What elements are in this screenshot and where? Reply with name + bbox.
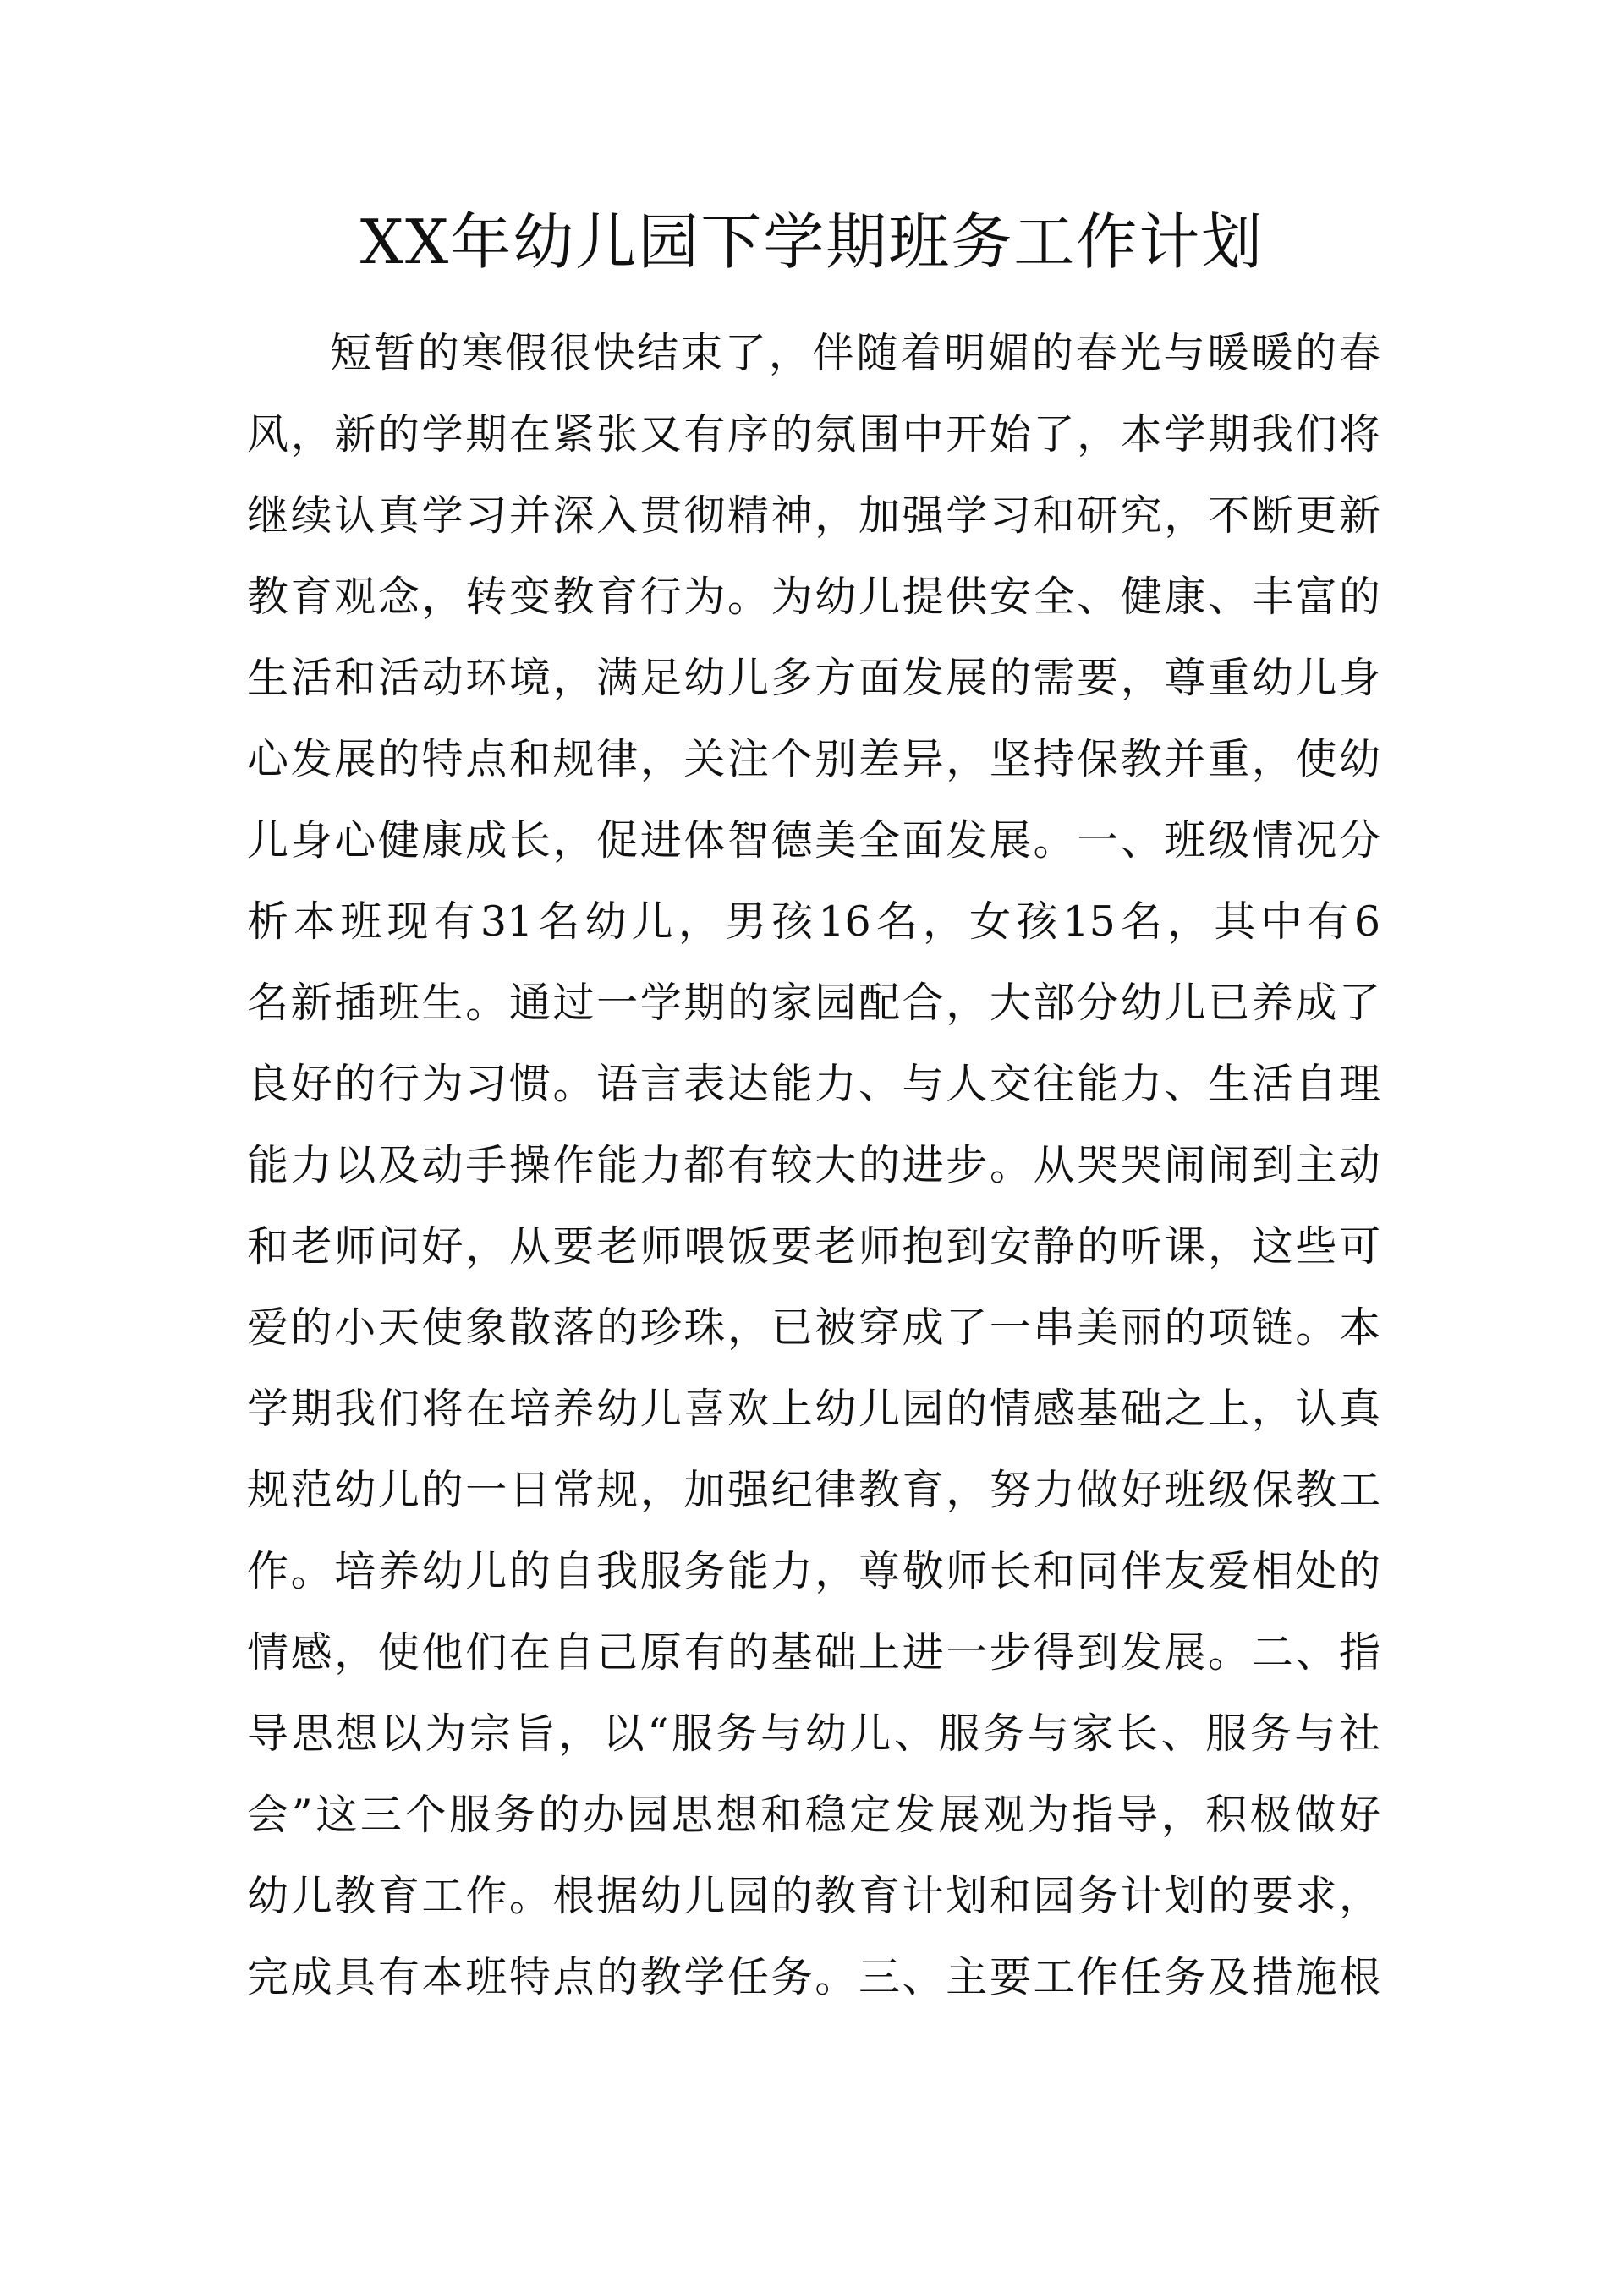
body-line: 生活和活动环境，满足幼儿多方面发展的需要，尊重幼儿身	[247, 654, 1380, 702]
body-line: 学期我们将在培养幼儿喜欢上幼儿园的情感基础之上，认真	[247, 1385, 1380, 1433]
body-line: 风，新的学期在紧张又有序的氛围中开始了，本学期我们将	[247, 410, 1380, 458]
body-line: 幼儿教育工作。根据幼儿园的教育计划和园务计划的要求，	[247, 1872, 1380, 1920]
body-line: 和老师问好，从要老师喂饭要老师抱到安静的听课，这些可	[247, 1222, 1380, 1270]
body-line: 情感，使他们在自己原有的基础上进一步得到发展。二、指	[247, 1628, 1380, 1677]
body-line: 会”这三个服务的办园思想和稳定发展观为指导，积极做好	[247, 1791, 1380, 1839]
document-body	[247, 313, 1380, 2018]
body-line: 作。培养幼儿的自我服务能力，尊敬师长和同伴友爱相处的	[247, 1547, 1380, 1595]
body-line: 心发展的特点和规律，关注个别差异，坚持保教并重，使幼	[247, 735, 1380, 783]
body-line: 短暂的寒假很快结束了，伴随着明媚的春光与暖暖的春	[330, 329, 1380, 377]
body-line: 继续认真学习并深入贯彻精神，加强学习和研究，不断更新	[247, 491, 1380, 540]
body-line: 规范幼儿的一日常规，加强纪律教育，努力做好班级保教工	[247, 1466, 1380, 1514]
body-line: 名新插班生。通过一学期的家园配合，大部分幼儿已养成了	[247, 979, 1380, 1027]
body-line: 爱的小天使象散落的珍珠，已被穿成了一串美丽的项链。本	[247, 1303, 1380, 1352]
body-line: 能力以及动手操作能力都有较大的进步。从哭哭闹闹到主动	[247, 1141, 1380, 1189]
body-line: 完成具有本班特点的教学任务。三、主要工作任务及措施根	[247, 1953, 1380, 2001]
body-line: 儿身心健康成长，促进体智德美全面发展。一、班级情况分	[247, 816, 1380, 864]
body-line: 析本班现有31名幼儿，男孩16名，女孩15名，其中有6	[247, 897, 1380, 946]
document-title: XX年幼儿园下学期班务工作计划	[359, 206, 1265, 277]
body-line: 教育观念，转变教育行为。为幼儿提供安全、健康、丰富的	[247, 573, 1380, 621]
body-line: 导思想以为宗旨，以“服务与幼儿、服务与家长、服务与社	[247, 1710, 1380, 1758]
body-line: 良好的行为习惯。语言表达能力、与人交往能力、生活自理	[247, 1060, 1380, 1108]
